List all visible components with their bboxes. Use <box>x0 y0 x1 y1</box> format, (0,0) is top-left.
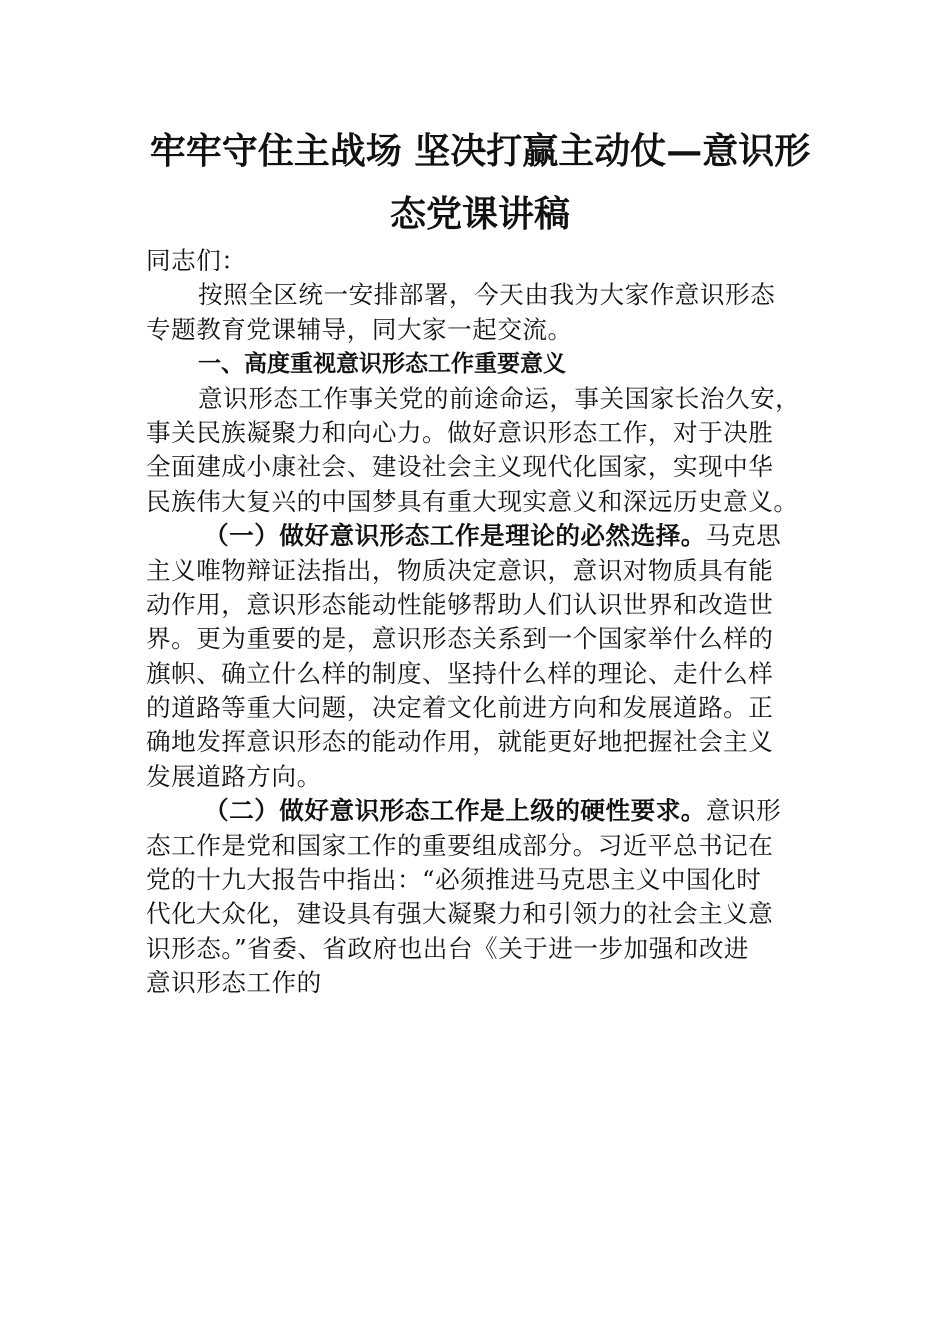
paragraph-line: 党的十九大报告中指出：“必须推进马克思主义中国化时 <box>146 865 762 895</box>
salutation: 同志们： <box>146 246 247 275</box>
document-title-line-1: 牢牢守住主战场 坚决打赢主动仗—意识形 <box>149 130 811 172</box>
paragraph-line: 动作用，意识形态能动性能够帮助人们认识世界和改造世 <box>146 589 774 619</box>
paragraph-line: 旗帜、确立什么样的制度、坚持什么样的理论、走什么样 <box>146 658 774 688</box>
intro-line: 专题教育党课辅导，同大家一起交流。 <box>146 314 573 344</box>
paragraph-line: 代化大众化，建设具有强大凝聚力和引领力的社会主义意 <box>146 899 774 929</box>
paragraph-line: 确地发挥意识形态的能动作用，就能更好地把握社会主义 <box>146 727 774 757</box>
paragraph-line: 全面建成小康社会、建设社会主义现代化国家，实现中华 <box>146 452 774 482</box>
point-2-lead: （二）做好意识形态工作是上级的硬性要求。 <box>204 796 706 826</box>
paragraph-line: 的道路等重大问题，决定着文化前进方向和发展道路。正 <box>146 693 774 723</box>
paragraph-line: 意识形态工作事关党的前途命运，事关国家长治久安， <box>198 383 801 413</box>
point-1-first-line <box>146 519 814 553</box>
paragraph-line: 民族伟大复兴的中国梦具有重大现实意义和深远历史意义。 <box>146 486 799 516</box>
paragraph-line: 意识形态工作的 <box>146 968 322 998</box>
point-1-first-rest: 马克思 <box>705 521 782 551</box>
intro-line: 按照全区统一安排部署，今天由我为大家作意识形态 <box>198 280 776 310</box>
paragraph-line: 态工作是党和国家工作的重要组成部分。习近平总书记在 <box>146 830 774 860</box>
point-2-first-line <box>146 794 814 828</box>
paragraph-line: 界。更为重要的是，意识形态关系到一个国家举什么样的 <box>146 624 774 654</box>
paragraph-line: 发展道路方向。 <box>146 761 322 791</box>
paragraph-line: 主义唯物辩证法指出，物质决定意识，意识对物质具有能 <box>146 555 774 585</box>
section-heading: 一、高度重视意识形态工作重要意义 <box>198 351 566 378</box>
paragraph-line: 识形态。”省委、省政府也出台《关于进一步加强和改进 <box>146 933 750 963</box>
point-1-lead: （一）做好意识形态工作是理论的必然选择。 <box>204 521 706 551</box>
paragraph-line: 事关民族凝聚力和向心力。做好意识形态工作，对于决胜 <box>146 417 774 447</box>
document-page <box>146 118 814 1001</box>
document-title-line-2: 态党课讲稿 <box>389 193 570 235</box>
point-2-first-rest: 意识形 <box>705 796 782 826</box>
